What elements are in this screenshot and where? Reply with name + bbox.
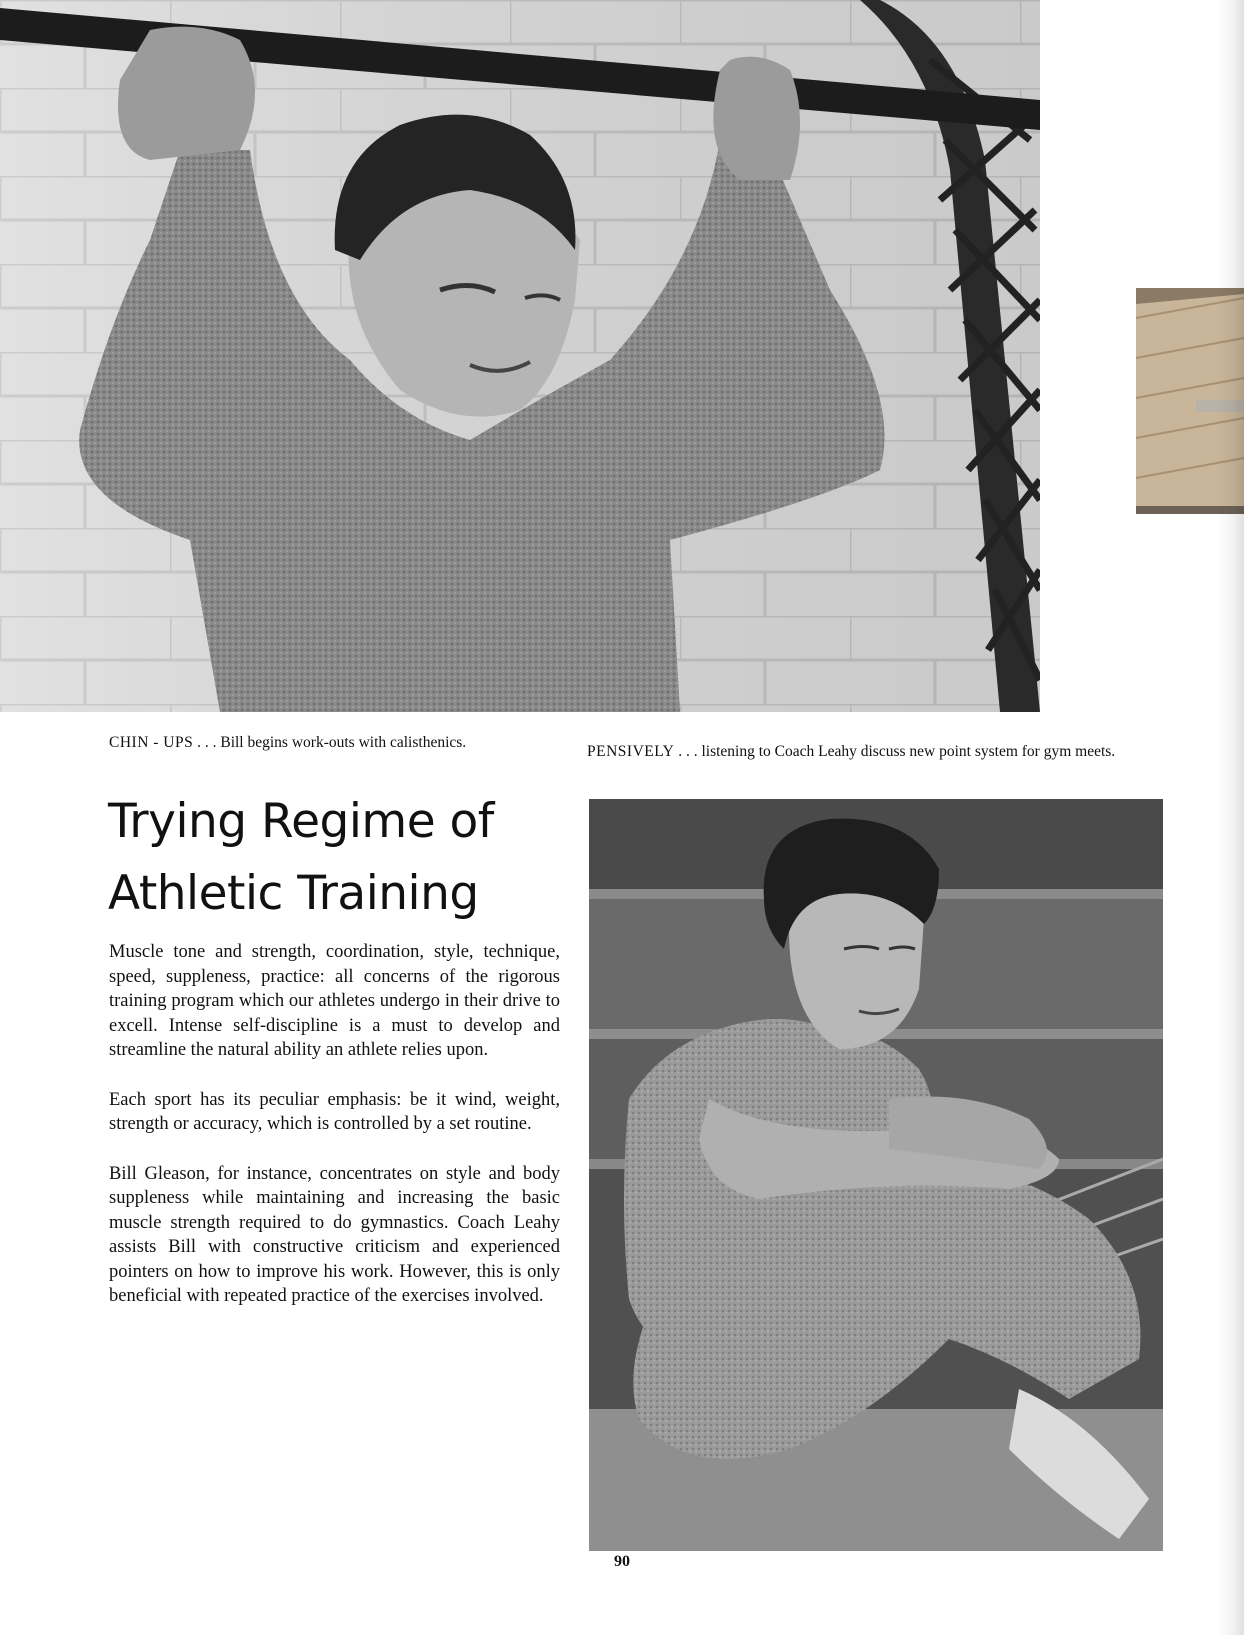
article-body [109, 940, 560, 1334]
caption-lead: PENSIVELY [587, 743, 675, 760]
page-fold-shadow [1216, 0, 1244, 1635]
caption-lead: CHIN - UPS [109, 734, 194, 751]
chin-ups-photo [0, 0, 1040, 712]
pensively-caption [587, 743, 1167, 761]
article-title [108, 786, 578, 930]
paragraph: Each sport has its peculiar emphasis: be it wind, weight, strength or accuracy, which is controlled by a set routine. [109, 1089, 560, 1134]
caption-text: . . . Bill begins work-outs with calisthenics. [193, 734, 467, 751]
chin-ups-caption [109, 734, 569, 752]
paragraph: Muscle tone and strength, coordination, style, technique, speed, suppleness, practice: all concerns of the rigorous training program which our athletes undergo in their drive to excell. Intense self-discipline is a must to develop and streamline the natural ability an athlete relies upon. [109, 942, 560, 1060]
title-line: Trying Regime of [108, 794, 494, 849]
title-line: Athletic Training [108, 866, 479, 921]
caption-text: . . . listening to Coach Leahy discuss new point system for gym meets. [674, 743, 1116, 760]
page-number: 90 [614, 1553, 630, 1570]
pensive-athlete-photo [589, 799, 1163, 1551]
paragraph: Bill Gleason, for instance, concentrates on style and body suppleness while maintaining and increasing the basic muscle strength required to do gymnastics. Coach Leahy assists Bill with constructive criticism and experienced pointers on how to improve his work. However, this is only beneficial with repeated practice of the exercises involved. [109, 1163, 560, 1306]
